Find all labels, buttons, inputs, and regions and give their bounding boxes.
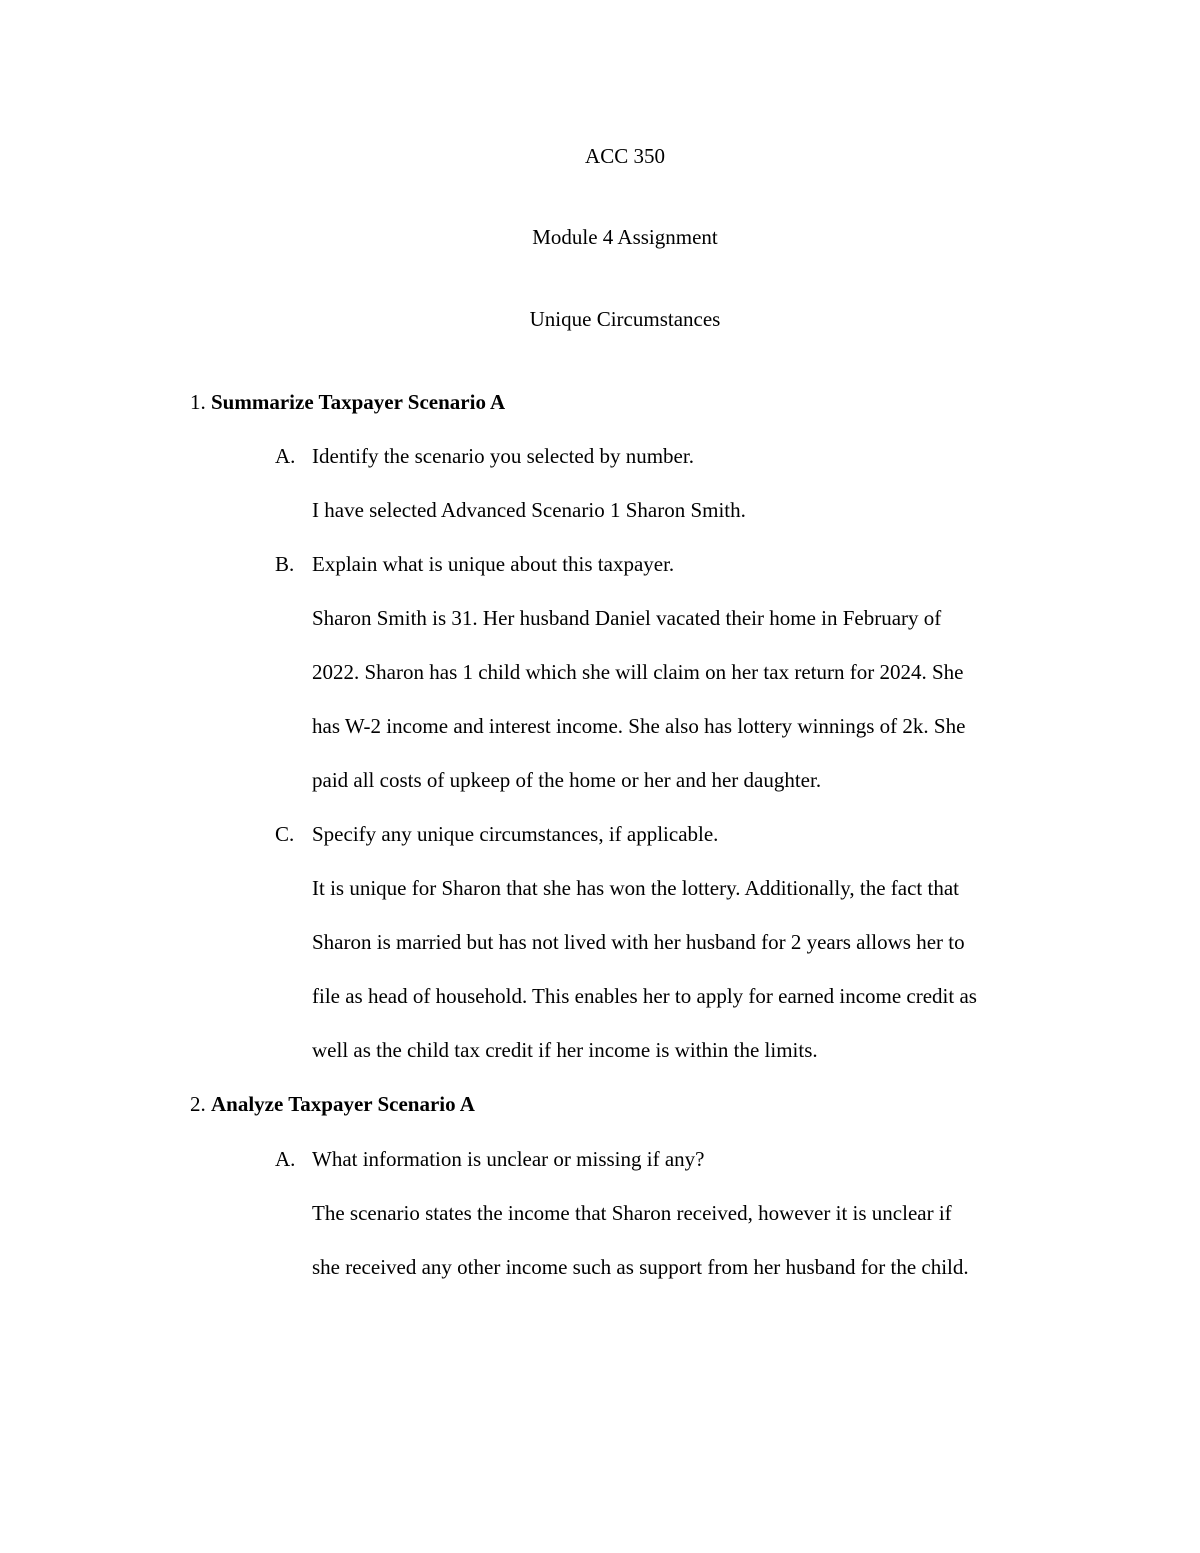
section-number: 1. bbox=[190, 390, 206, 414]
section-title: Analyze Taxpayer Scenario A bbox=[211, 1092, 475, 1116]
document-subtitle: Unique Circumstances bbox=[529, 307, 721, 331]
item-question: Explain what is unique about this taxpayer. bbox=[312, 552, 675, 576]
item-answer-line: has W-2 income and interest income. She also has lottery winnings of 2k. She bbox=[312, 714, 966, 738]
item-marker: B. bbox=[275, 552, 295, 576]
item-question: What information is unclear or missing if any? bbox=[312, 1147, 705, 1171]
item-answer-line: well as the child tax credit if her income is within the limits. bbox=[312, 1038, 818, 1062]
item-answer-line: It is unique for Sharon that she has won the lottery. Additionally, the fact that bbox=[312, 876, 959, 900]
item-question: Identify the scenario you selected by number. bbox=[312, 444, 694, 468]
item-question: Specify any unique circumstances, if applicable. bbox=[312, 822, 719, 846]
course-title: ACC 350 bbox=[585, 144, 665, 168]
item-answer-line: 2022. Sharon has 1 child which she will claim on her tax return for 2024. She bbox=[312, 660, 964, 684]
section-number: 2. bbox=[190, 1092, 206, 1116]
item-marker: A. bbox=[275, 444, 296, 468]
section-heading bbox=[190, 392, 505, 413]
item-answer-line: The scenario states the income that Sharon received, however it is unclear if bbox=[312, 1201, 952, 1225]
item-answer-line: Sharon Smith is 31. Her husband Daniel vacated their home in February of bbox=[312, 606, 942, 630]
item-answer-line: I have selected Advanced Scenario 1 Sharon Smith. bbox=[312, 498, 746, 522]
section-title: Summarize Taxpayer Scenario A bbox=[211, 390, 506, 414]
item-answer-line: she received any other income such as support from her husband for the child. bbox=[312, 1255, 969, 1279]
section-heading bbox=[190, 1094, 475, 1115]
item-answer-line: Sharon is married but has not lived with her husband for 2 years allows her to bbox=[312, 930, 965, 954]
item-marker: A. bbox=[275, 1147, 296, 1171]
assignment-title: Module 4 Assignment bbox=[532, 225, 718, 249]
item-marker: C. bbox=[275, 822, 295, 846]
item-answer-line: file as head of household. This enables her to apply for earned income credit as bbox=[312, 984, 977, 1008]
item-answer-line: paid all costs of upkeep of the home or her and her daughter. bbox=[312, 768, 822, 792]
